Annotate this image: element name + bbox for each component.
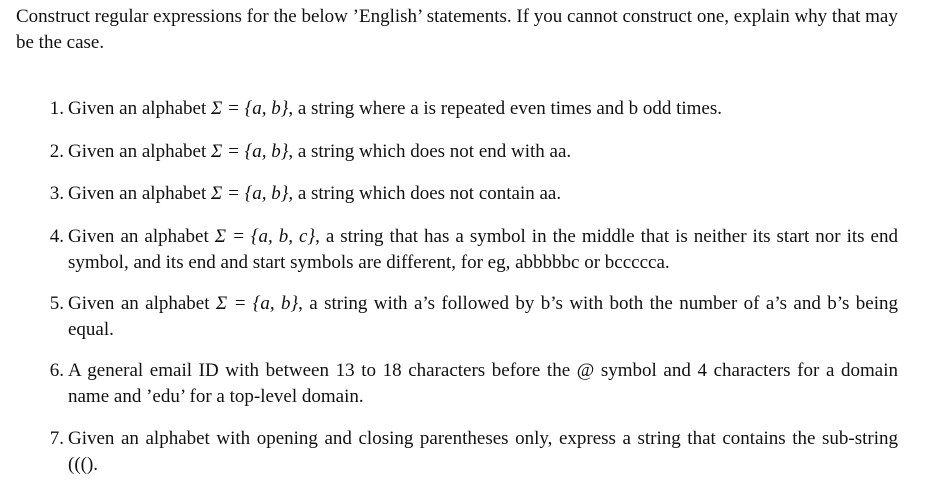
alphabet-set: {a, b}: [244, 141, 289, 162]
item-number: 4.: [49, 226, 64, 247]
item-number: 2.: [49, 141, 64, 162]
list-item: [40, 291, 898, 343]
list-item: [40, 139, 898, 165]
item-text: A general email ID with between 13 to 18 characters before the @ symbol and 4 characters for a domain name and ’edu’ for a top-level domain.: [68, 360, 898, 407]
alphabet-set: {a, b}: [252, 293, 299, 314]
alphabet-set: {a, b}: [244, 98, 289, 119]
intro-paragraph: Construct regular expressions for the below ’English’ statements. If you cannot construct one, explain why that may be the case.: [16, 6, 898, 53]
list-item: [40, 96, 898, 122]
sigma-symbol: Σ =: [210, 141, 245, 162]
item-text: Given an alphabet with opening and closing parentheses only, express a string that contains the sub-string ((().: [68, 428, 898, 475]
item-text: Given an alphabet Σ = {a, b}, a string where a is repeated even times and b odd times.: [68, 98, 723, 119]
item-text: Given an alphabet Σ = {a, b}, a string which does not end with aa.: [68, 141, 572, 162]
item-number: 3.: [49, 183, 64, 204]
item-number: 6.: [49, 360, 64, 381]
item-text: Given an alphabet Σ = {a, b, c}, a string that has a symbol in the middle that is neither its start nor its end symbol, and its end and start symbols are different, for eg, abbbbbc or bccccca.: [68, 226, 898, 273]
item-number: 7.: [49, 428, 64, 449]
list-item: [40, 181, 898, 207]
list-item: [40, 358, 898, 410]
sigma-symbol: Σ =: [214, 226, 251, 247]
item-text: Given an alphabet Σ = {a, b}, a string which does not contain aa.: [68, 183, 562, 204]
sigma-symbol: Σ =: [210, 183, 245, 204]
sigma-symbol: Σ =: [215, 293, 253, 314]
list-item: [40, 426, 898, 478]
alphabet-set: {a, b}: [244, 183, 289, 204]
list-item: [40, 224, 898, 276]
item-text: Given an alphabet Σ = {a, b}, a string with a’s followed by b’s with both the number of a’s and b’s being equal.: [68, 293, 898, 340]
item-number: 1.: [49, 98, 64, 119]
sigma-symbol: Σ =: [210, 98, 245, 119]
item-number: 5.: [49, 293, 64, 314]
alphabet-set: {a, b, c}: [250, 226, 316, 247]
